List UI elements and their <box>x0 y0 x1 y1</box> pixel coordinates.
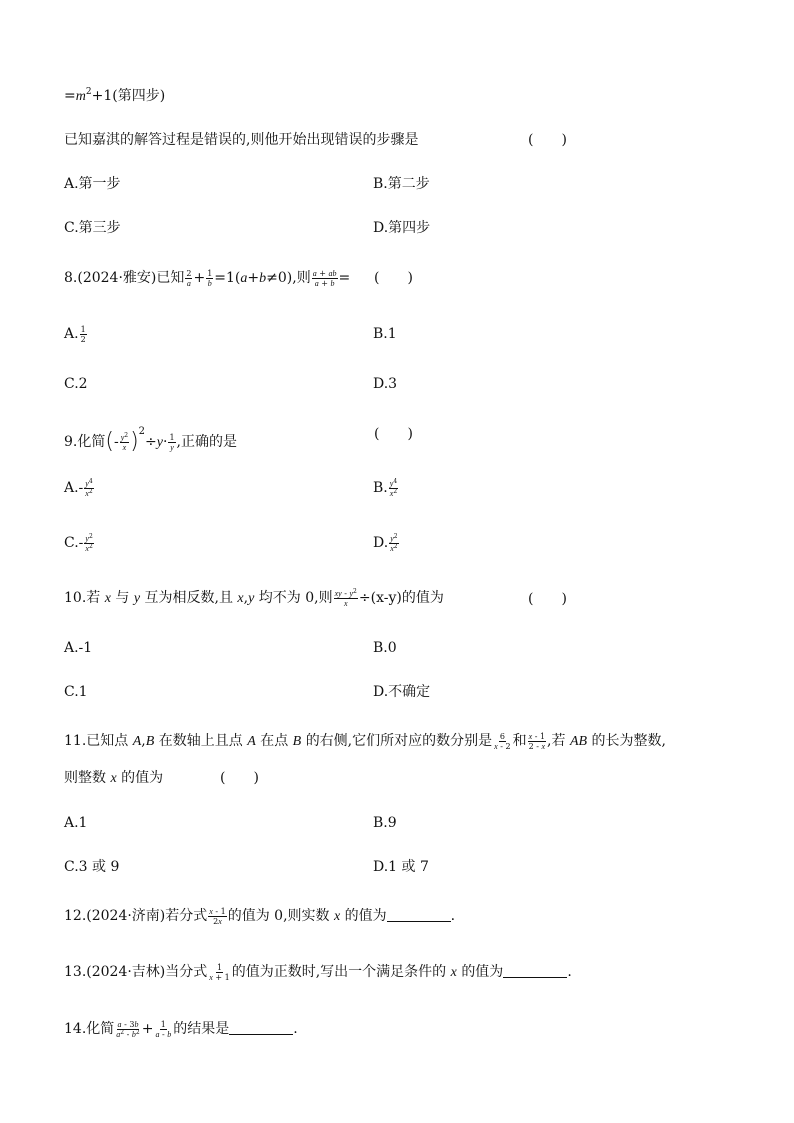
q10-answer-bracket: ( ) <box>528 591 567 607</box>
q10-option-c: C.1 <box>64 684 88 700</box>
q7-option-c: C.第三步 <box>64 220 121 236</box>
q12-answer-blank[interactable] <box>387 907 451 922</box>
q11-option-d: D.1 或 7 <box>373 859 429 875</box>
q10-stem: 10.若 x 与 y 互为相反数,且 x,y 均不为 0,则 $\frac{xy - y^2}{x}$ ÷(x-y)的值为 <box>64 587 444 608</box>
fraction-1-over-b: $\frac{1}{b}$ <box>207 268 213 288</box>
q12-stem: 12.(2024·济南)若分式 $\frac{x - 1}{2x}$ 的值为 0,则实数 x 的值为 . <box>64 906 456 926</box>
q7-option-d: D.第四步 <box>373 220 431 236</box>
q8-answer-bracket: ( ) <box>374 270 413 286</box>
q9-option-b: B. $\frac{y^4}{x^2}$ <box>373 477 398 498</box>
q8-option-d: D.3 <box>373 376 398 392</box>
q8-option-a: A. $\frac{1}{2}$ <box>64 324 86 344</box>
q11-answer-bracket: ( ) <box>220 770 259 786</box>
q10-option-a: A.-1 <box>64 640 93 656</box>
q11-stem-line2: 则整数 x 的值为 <box>64 770 164 786</box>
q11-option-b: B.9 <box>373 815 397 831</box>
q8-option-b: B.1 <box>373 326 397 342</box>
q10-option-d: D.不确定 <box>373 684 431 700</box>
q13-stem: 13.(2024·吉林)当分式 $\frac{1}{x + 1}$ 的值为正数时,写出一个满足条件的 x 的值为 . <box>64 962 572 982</box>
fraction-2-over-a: $\frac{2}{a}$ <box>186 268 192 288</box>
q10-option-b: B.0 <box>373 640 397 656</box>
q11-option-c: C.3 或 9 <box>64 859 120 875</box>
q8-stem: 8.(2024·雅安)已知 $\frac{2}{a}$ + $\frac{1}{b}$ =1(a+b≠0),则 $\frac{a + ab}{a + b}$ = <box>64 268 351 288</box>
q9-stem: 9.化简(- $\frac{y^2}{x}$ )$^2$÷y· $\frac{1}{y}$ ,正确的是 <box>64 426 237 454</box>
q14-stem: 14.化简 $\frac{a - 3b}{a^2 - b^2}$ + $\frac{1}{a - b}$ 的结果是 . <box>64 1019 298 1039</box>
q7-option-a: A.第一步 <box>64 176 121 192</box>
q14-answer-blank[interactable] <box>229 1020 293 1035</box>
q9-option-d: D. $\frac{y^2}{x^2}$ <box>373 532 398 553</box>
q9-option-c: C.- $\frac{y^2}{x^2}$ <box>64 532 93 553</box>
q8-option-c: C.2 <box>64 376 88 392</box>
q7-stem: 已知嘉淇的解答过程是错误的,则他开始出现错误的步骤是 <box>64 132 419 148</box>
q13-answer-blank[interactable] <box>503 963 567 978</box>
q7-option-b: B.第二步 <box>373 176 430 192</box>
q11-option-a: A.1 <box>64 815 88 831</box>
q9-answer-bracket: ( ) <box>374 426 413 442</box>
q7-answer-bracket: ( ) <box>528 132 567 148</box>
q9-option-a: A.- $\frac{y^4}{x^2}$ <box>64 477 93 498</box>
q11-stem-line1: 11.已知点 A,B 在数轴上且点 A 在点 B 的右侧,它们所对应的数分别是 $\frac{6}{x - 2}$ 和 $\frac{x - 1}{2 - x}$ ,若 AB 的长为整数, <box>64 731 666 751</box>
step4-line: $=m^2+1$(第四步) <box>64 87 166 104</box>
fraction-expression: $\frac{a + ab}{a + b}$ <box>312 268 337 288</box>
